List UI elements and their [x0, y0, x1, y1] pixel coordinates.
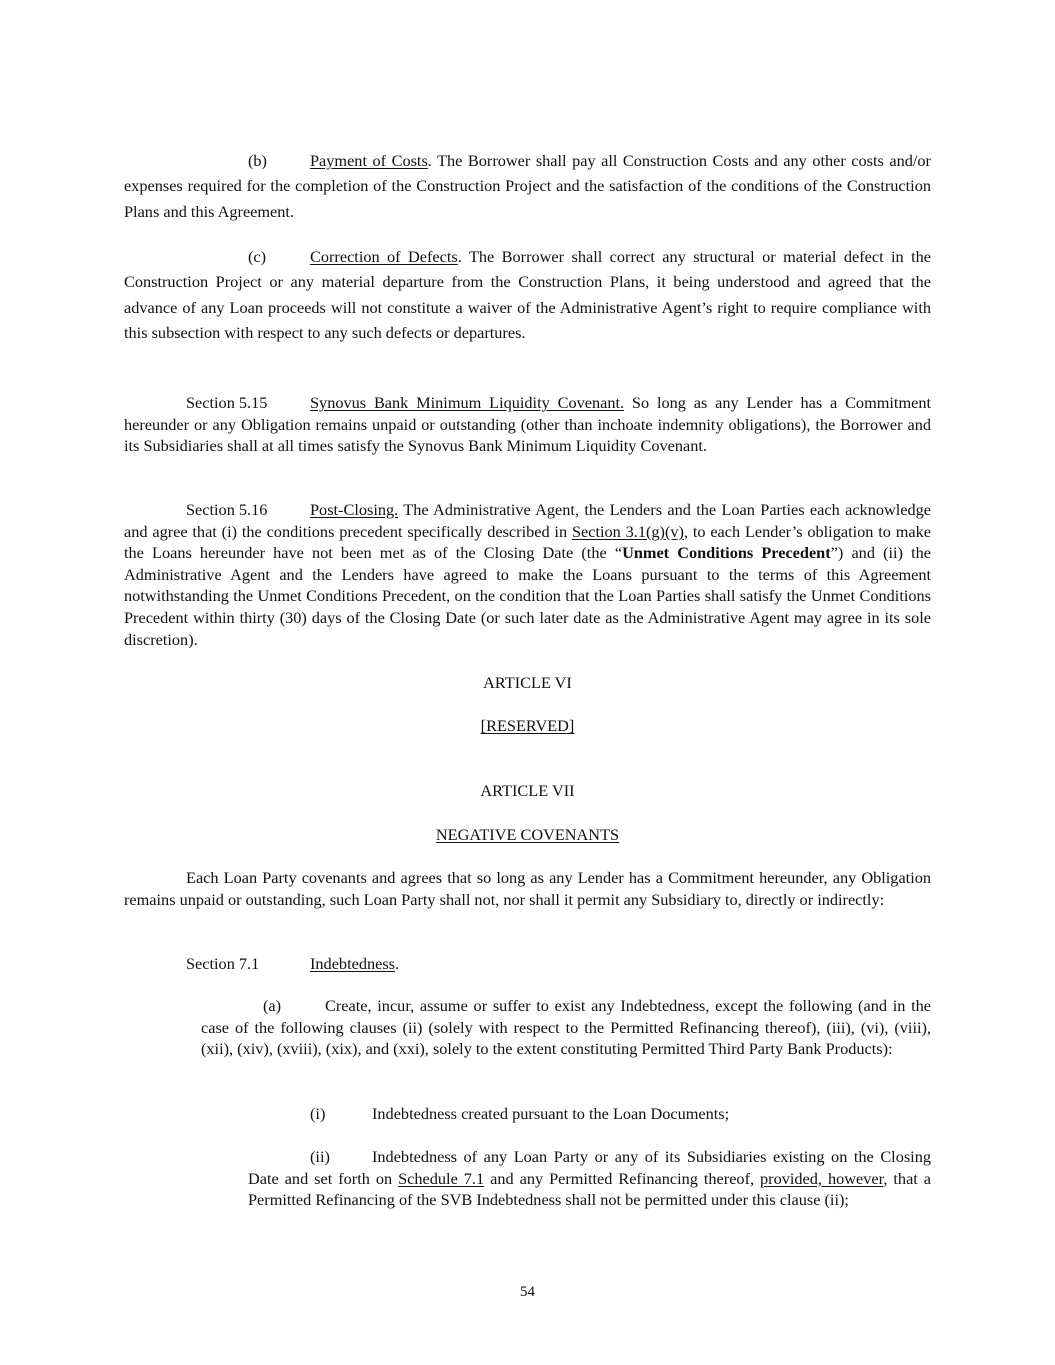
- section-5-16-body-2: , to each Lender’s obligation to make the Loans hereunder have not been met as of the Closing Date (the “: [124, 521, 931, 563]
- section-5-16-heading: Post-Closing.: [310, 500, 399, 519]
- paragraph-c-label: (c): [248, 247, 267, 266]
- article-6-reserved: [RESERVED]: [480, 716, 575, 735]
- section-5-16: [124, 499, 931, 650]
- section-5-15: [124, 392, 931, 457]
- article-7-subtitle: [124, 825, 931, 845]
- section-5-15-number: Section 5.15: [186, 393, 268, 412]
- item-ii-body-1: Indebtedness of any Loan Party or any of its Subsidiaries existing on the Closing Date and set forth on: [248, 1147, 931, 1188]
- section-5-16-body-3: ”) and (ii) the Administrative Agent and the Lenders have agreed to make the Loans pursuant to the terms of this Agreement notwithstanding the Unmet Conditions Precedent, on the condition that the Loan Parties shall satisfy the Unmet Conditions Precedent within thirty (30) days of the Closing Date (or such later date as the Administrative Agent may agree in its sole discretion).: [124, 543, 931, 649]
- paragraph-b: [124, 148, 931, 224]
- page-number: 54: [520, 1284, 535, 1300]
- paragraph-7-1-a-label: (a): [263, 996, 282, 1015]
- section-5-16-number: Section 5.16: [186, 500, 268, 519]
- item-ii-body-3: , that a Permitted Refinancing of the SVB Indebtedness shall not be permitted under this clause (ii);: [248, 1168, 932, 1210]
- article-6-title: ARTICLE VI: [483, 673, 572, 692]
- section-5-16-body-1: The Administrative Agent, the Lenders and the Loan Parties each acknowledge and agree that (i) the conditions precedent specifically described in: [124, 500, 931, 541]
- section-3-1-reference: Section 3.1(g)(v): [571, 521, 684, 541]
- article-7-intro: Each Loan Party covenants and agrees that so long as any Lender has a Commitment hereunder, any Obligation remains unpaid or outstanding, such Loan Party shall not, nor shall it permit any Subsidiary to, directly or indirectly:: [124, 868, 931, 909]
- paragraph-b-label: (b): [248, 151, 267, 170]
- section-7-1-heading: Indebtedness: [310, 954, 395, 973]
- paragraph-c-heading: Correction of Defects: [310, 247, 458, 266]
- paragraph-c: [124, 244, 931, 345]
- section-5-15-heading: Synovus Bank Minimum Liquidity Covenant.: [310, 393, 625, 412]
- section-7-1: [124, 953, 931, 975]
- section-7-1-dot: .: [395, 954, 400, 973]
- article-7-title: ARTICLE VII: [480, 781, 575, 800]
- item-ii-proviso: provided, however: [760, 1168, 884, 1188]
- paragraph-7-1-a-body: Create, incur, assume or suffer to exist any Indebtedness, except the following (and in the case of the following clauses (ii) (solely with respect to the Permitted Refinancing thereof), (iii), (vi), (viii), (xii), (xiv), (xviii), (xix), and (xxi), solely to the extent constituting Permitted Third Party Bank Products):: [201, 996, 931, 1059]
- item-ii-label: (ii): [310, 1147, 330, 1166]
- article-7-negative-covenants: NEGATIVE COVENANTS: [435, 825, 620, 844]
- paragraph-b-heading: Payment of Costs: [310, 151, 428, 170]
- item-ii: [248, 1146, 931, 1211]
- item-i-label: (i): [310, 1104, 326, 1123]
- defined-term-unmet-conditions: Unmet Conditions Precedent: [622, 543, 831, 563]
- item-i: [248, 1103, 931, 1125]
- item-i-body: Indebtedness created pursuant to the Loan Documents;: [372, 1104, 730, 1123]
- item-ii-body-2: and any Permitted Refinancing thereof,: [484, 1168, 761, 1188]
- paragraph-b-body: . The Borrower shall pay all Construction Costs and any other costs and/or expenses required for the completion of the Construction Project and the satisfaction of the conditions of the Construction Plans and this Agreement.: [124, 151, 931, 221]
- section-5-15-body: So long as any Lender has a Commitment hereunder or any Obligation remains unpaid or outstanding (other than inchoate indemnity obligations), the Borrower and its Subsidiaries shall at all times satisfy the Synovus Bank Minimum Liquidity Covenant.: [124, 393, 932, 456]
- section-7-1-number: Section 7.1: [186, 954, 260, 973]
- paragraph-c-body: . The Borrower shall correct any structural or material defect in the Construction Project or any material departure from the Construction Plans, it being understood and agreed that the advance of any Loan proceeds will not constitute a waiver of the Administrative Agent’s right to require compliance with this subsection with respect to any such defects or departures.: [124, 247, 931, 342]
- article-6-subtitle: [124, 716, 931, 736]
- schedule-7-1-reference: Schedule 7.1: [398, 1168, 485, 1188]
- paragraph-7-1-a: [201, 995, 931, 1060]
